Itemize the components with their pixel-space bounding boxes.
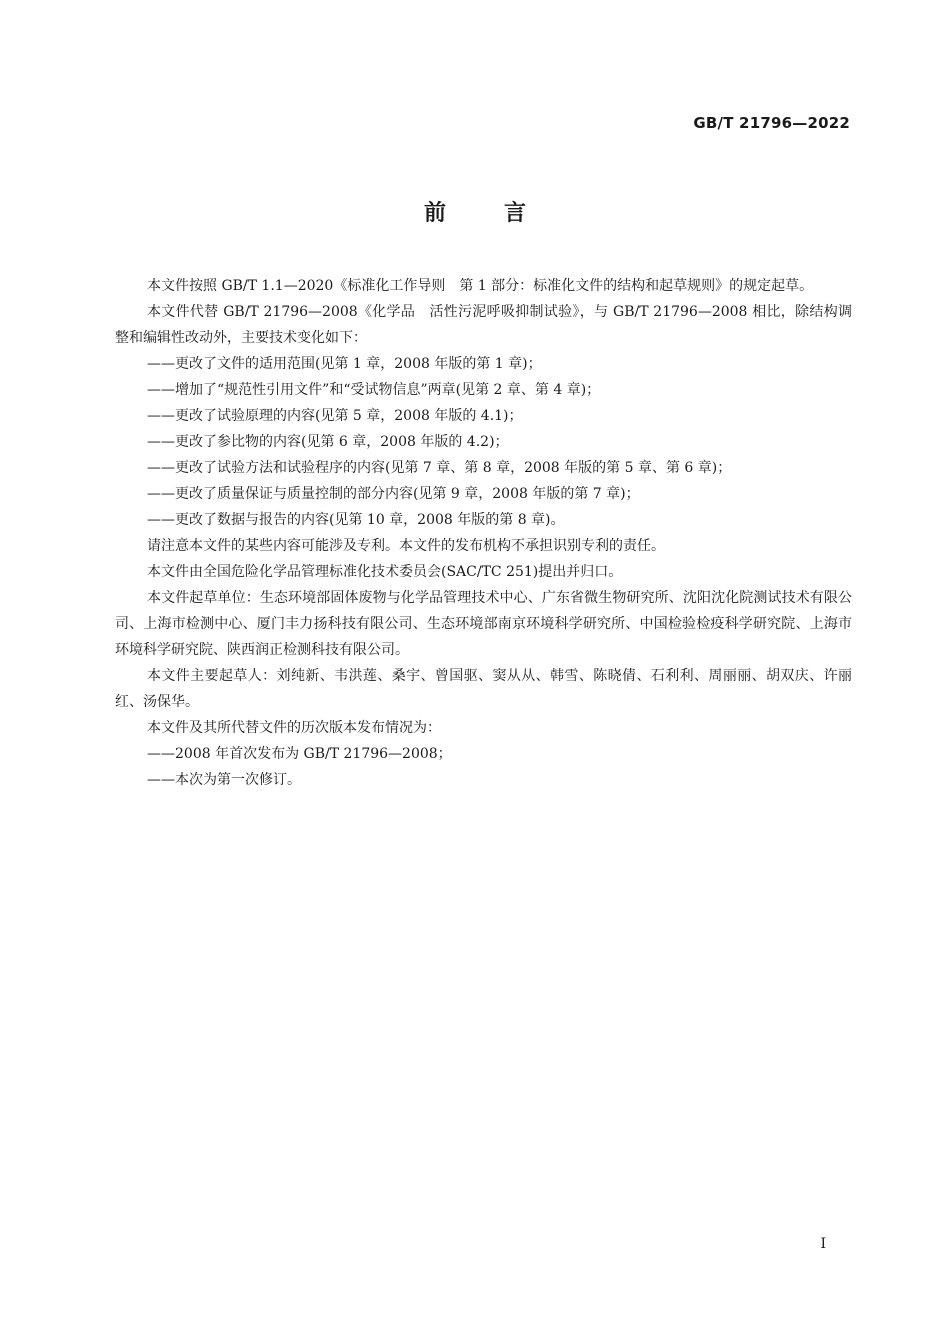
- document-body: [115, 273, 852, 793]
- change-item-principle: ——更改了试验原理的内容(见第 5 章，2008 年版的 4.1)；: [147, 408, 523, 424]
- change-item-scope: ——更改了文件的适用范围(见第 1 章，2008 年版的第 1 章)；: [147, 356, 542, 372]
- change-item-test-method: ——更改了试验方法和试验程序的内容(见第 7 章、第 8 章，2008 年版的第 5 章、第 6 章)；: [147, 460, 732, 476]
- standard-number: GB/T 21796—2022: [693, 114, 850, 132]
- paragraph-history-intro: 本文件及其所代替文件的历次版本发布情况为：: [147, 720, 441, 736]
- paragraph-patent-notice: 请注意本文件的某些内容可能涉及专利。本文件的发布机构不承担识别专利的责任。: [147, 538, 665, 554]
- change-item-data-report: ——更改了数据与报告的内容(见第 10 章，2008 年版的第 8 章)。: [147, 512, 565, 528]
- paragraph-replacement: 本文件代替 GB/T 21796—2008《化学品 活性污泥呼吸抑制试验》，与 GB/T 21796—2008 相比，除结构调整和编辑性改动外，主要技术变化如下：: [115, 304, 852, 346]
- page-title: 前言: [423, 201, 584, 226]
- paragraph-drafting-rules: 本文件按照 GB/T 1.1—2020《标准化工作导则 第 1 部分：标准化文件的结构和起草规则》的规定起草。: [147, 278, 814, 294]
- change-item-quality: ——更改了质量保证与质量控制的部分内容(见第 9 章，2008 年版的第 7 章)；: [147, 486, 640, 502]
- history-item-revision: ——本次为第一次修订。: [147, 772, 301, 788]
- page-number: I: [820, 1236, 826, 1252]
- change-item-reference-substance: ——更改了参比物的内容(见第 6 章，2008 年版的 4.2)；: [147, 434, 509, 450]
- paragraph-drafters: 本文件主要起草人：刘纯新、韦洪莲、桑宇、曾国驱、窦从从、韩雪、陈晓倩、石利利、周丽丽、胡双庆、许丽红、汤保华。: [115, 668, 852, 710]
- history-item-first-release: ——2008 年首次发布为 GB/T 21796—2008；: [147, 746, 452, 762]
- paragraph-drafting-units: 本文件起草单位：生态环境部固体废物与化学品管理技术中心、广东省微生物研究所、沈阳沈化院测试技术有限公司、上海市检测中心、厦门丰力扬科技有限公司、生态环境部南京环境科学研究所、中国检验检疫科学研究院、上海市环境科学研究院、陕西润正检测科技有限公司。: [115, 590, 852, 658]
- paragraph-proposer: 本文件由全国危险化学品管理标准化技术委员会(SAC/TC 251)提出并归口。: [147, 564, 623, 580]
- change-item-added-chapters: ——增加了“规范性引用文件”和“受试物信息”两章(见第 2 章、第 4 章)；: [147, 382, 601, 398]
